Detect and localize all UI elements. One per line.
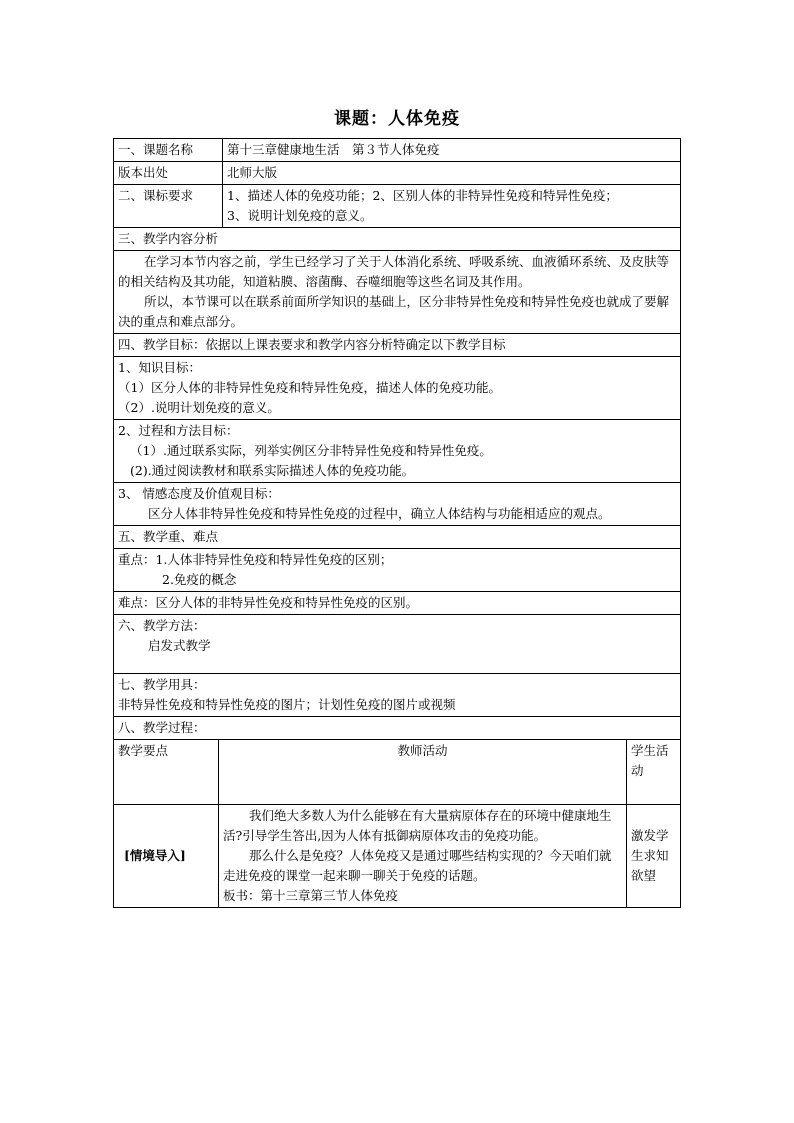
process-item-2: (2).通过阅读教材和联系实际描述人体的免疫功能。 [130,463,415,478]
col-header-teacher: 教师活动 [219,740,627,805]
edition-label: 版本出处 [114,162,223,185]
table-row [114,526,681,549]
key-points-header: 五、教学重、难点 [114,526,681,549]
curriculum-line-2: 3、说明计划免疫的意义。 [227,208,373,223]
table-row [114,483,681,526]
curriculum-label: 二、课标要求 [114,185,223,228]
objectives-header: 四、教学目标：依据以上课表要求和教学内容分析特确定以下教学目标 [114,334,681,357]
teacher-activity-p1: 我们绝大多数人为什么能够在有大量病原体存在的环境中健康地生活?引导学生答出,因为人体有抵御病原体攻击的免疫功能。 [223,808,612,843]
col-header-points: 教学要点 [114,740,219,805]
edition-value: 北师大版 [223,162,681,185]
teaching-tools-head: 七、教学用具： [118,677,206,692]
table-row [114,615,681,674]
table-row [114,592,681,615]
knowledge-head: 1、知识目标： [118,360,201,375]
process-item-1: （1）.通过联系实际，列举实例区分非特异性免疫和特异性免疫。 [130,443,492,458]
attitude-head: 3、 情感态度及价值观目标： [118,486,280,501]
table-row [114,162,681,185]
attitude-objectives [114,483,681,526]
content-analysis-p1: 在学习本节内容之前，学生已经学习了关于人体消化系统、呼吸系统、血液循环系统、及皮肤等的相关结构及其功能，知道粘膜、溶菌酶、吞噬细胞等这些名词及其作用。 [118,254,670,289]
table-row [114,420,681,483]
attitude-item-1: 区分人体非特异性免疫和特异性免疫的过程中，确立人体结构与功能相适应的观点。 [148,506,611,521]
knowledge-item-2: （2）.说明计划免疫的意义。 [118,400,280,415]
teaching-method-item: 启发式教学 [148,638,211,653]
stage-label: [情境导入] [114,805,219,908]
table-row [114,228,681,251]
student-activity: 激发学生求知欲望 [627,805,681,908]
process-head: 2、过程和方法目标： [118,423,239,438]
table-row [114,139,681,162]
key-point-2: 2.免疫的概念 [162,572,237,587]
content-analysis-p2: 所以，本节课可以在联系前面所学知识的基础上，区分非特异性免疫和特异性免疫也就成了要解决的重点和难点部分。 [118,294,670,329]
table-row [114,185,681,228]
teaching-method [114,615,681,674]
curriculum-line-1: 1、描述人体的免疫功能；2、区别人体的非特异性免疫和特异性免疫； [227,188,618,203]
knowledge-objectives [114,357,681,420]
process-table [113,739,681,908]
process-header-row [114,740,681,805]
teaching-tools-item: 非特异性免疫和特异性免疫的图片；计划性免疫的图片或视频 [118,697,456,712]
table-row [114,357,681,420]
table-row [114,674,681,717]
table-row [114,549,681,592]
teacher-activity [219,805,627,908]
teacher-activity-p2: 那么什么是免疫？人体免疫又是通过哪些结构实现的？今天咱们就走进免疫的课堂一起来聊一聊关于免疫的话题。 [223,848,612,883]
key-point-1: 重点：1.人体非特异性免疫和特异性免疫的区别； [118,552,393,567]
table-row [114,717,681,740]
table-row [114,334,681,357]
teaching-method-head: 六、教学方法： [118,618,206,633]
lesson-plan-table [113,138,681,908]
key-points [114,549,681,592]
teaching-tools [114,674,681,717]
content-analysis-body [114,251,681,334]
main-table [113,138,681,740]
course-name-value: 第十三章健康地生活 第３节人体免疫 [223,139,681,162]
process-row [114,805,681,908]
teaching-process-header: 八、教学过程： [114,717,681,740]
page-title: 课题：人体免疫 [334,109,460,129]
knowledge-item-1: （1）区分人体的非特异性免疫和特异性免疫，描述人体的免疫功能。 [118,380,501,395]
curriculum-value [223,185,681,228]
teacher-activity-p3: 板书：第十三章第三节人体免疫 [223,888,399,903]
content-analysis-header: 三、教学内容分析 [114,228,681,251]
difficult-point: 难点：区分人体的非特异性免疫和特异性免疫的区别。 [114,592,681,615]
course-name-label: 一、课题名称 [114,139,223,162]
process-objectives [114,420,681,483]
table-row [114,251,681,334]
col-header-student: 学生活动 [627,740,681,805]
